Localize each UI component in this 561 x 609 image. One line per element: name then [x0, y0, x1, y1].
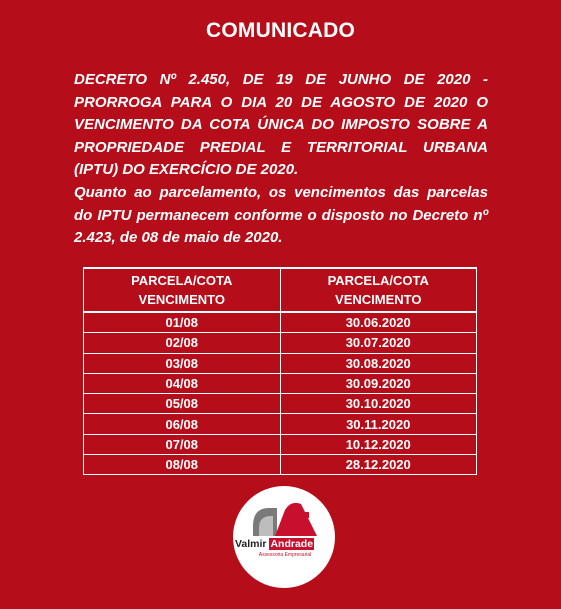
vencimento-cell: 30.11.2020 [280, 414, 477, 434]
parcela-cell: 04/08 [84, 373, 281, 393]
table-header-parcela [84, 268, 281, 312]
table-row [84, 434, 477, 454]
table-row [84, 373, 477, 393]
logo-wordmark [235, 538, 335, 550]
parcela-cell: 02/08 [84, 333, 281, 353]
parcela-cell: 07/08 [84, 434, 281, 454]
logo-subtitle: Assessoria Empresarial [258, 552, 312, 558]
installment-paragraph: Quanto ao parcelamento, os vencimentos das parcelas do IPTU permanecem conforme o disposto no Decreto nº 2.423, de 08 de maio de 2020. [74, 184, 488, 246]
vencimento-cell: 30.08.2020 [280, 353, 477, 373]
logo-emblem-icon [233, 486, 335, 588]
vencimento-cell: 30.10.2020 [280, 394, 477, 414]
header-line: PARCELA/COTA [327, 273, 429, 288]
parcela-cell: 01/08 [84, 312, 281, 333]
vencimento-cell: 28.12.2020 [280, 455, 477, 475]
vencimento-cell: 10.12.2020 [280, 434, 477, 454]
header-line: PARCELA/COTA [131, 273, 233, 288]
table-row [84, 333, 477, 353]
table-row [84, 312, 477, 333]
logo-name-highlight: Andrade [270, 538, 314, 550]
decree-paragraph: DECRETO Nº 2.450, DE 19 DE JUNHO DE 2020 - PRORROGA PARA O DIA 20 DE AGOSTO DE 2020 O VENCIMENTO DA COTA ÚNICA DO IMPOSTO SOBRE A PROPRIEDADE PREDIAL E TERRITORIAL URBANA (IPTU) DO EXERCÍCIO DE 2020. [74, 71, 488, 178]
table-row [84, 394, 477, 414]
table-row [84, 414, 477, 434]
company-logo [233, 486, 335, 588]
parcela-cell: 08/08 [84, 455, 281, 475]
header-line: VENCIMENTO [335, 292, 422, 307]
vencimento-cell: 30.09.2020 [280, 373, 477, 393]
parcela-cell: 05/08 [84, 394, 281, 414]
vencimento-cell: 30.07.2020 [280, 333, 477, 353]
page-title: COMUNICADO [206, 19, 355, 42]
parcela-cell: 03/08 [84, 353, 281, 373]
parcela-cell: 06/08 [84, 414, 281, 434]
installment-table [83, 267, 477, 475]
header-line: VENCIMENTO [138, 292, 225, 307]
table-row [84, 455, 477, 475]
table-row [84, 353, 477, 373]
table-header-vencimento [280, 268, 477, 312]
table-header-row [84, 268, 477, 312]
logo-name-first: Valmir [235, 538, 270, 550]
vencimento-cell: 30.06.2020 [280, 312, 477, 333]
